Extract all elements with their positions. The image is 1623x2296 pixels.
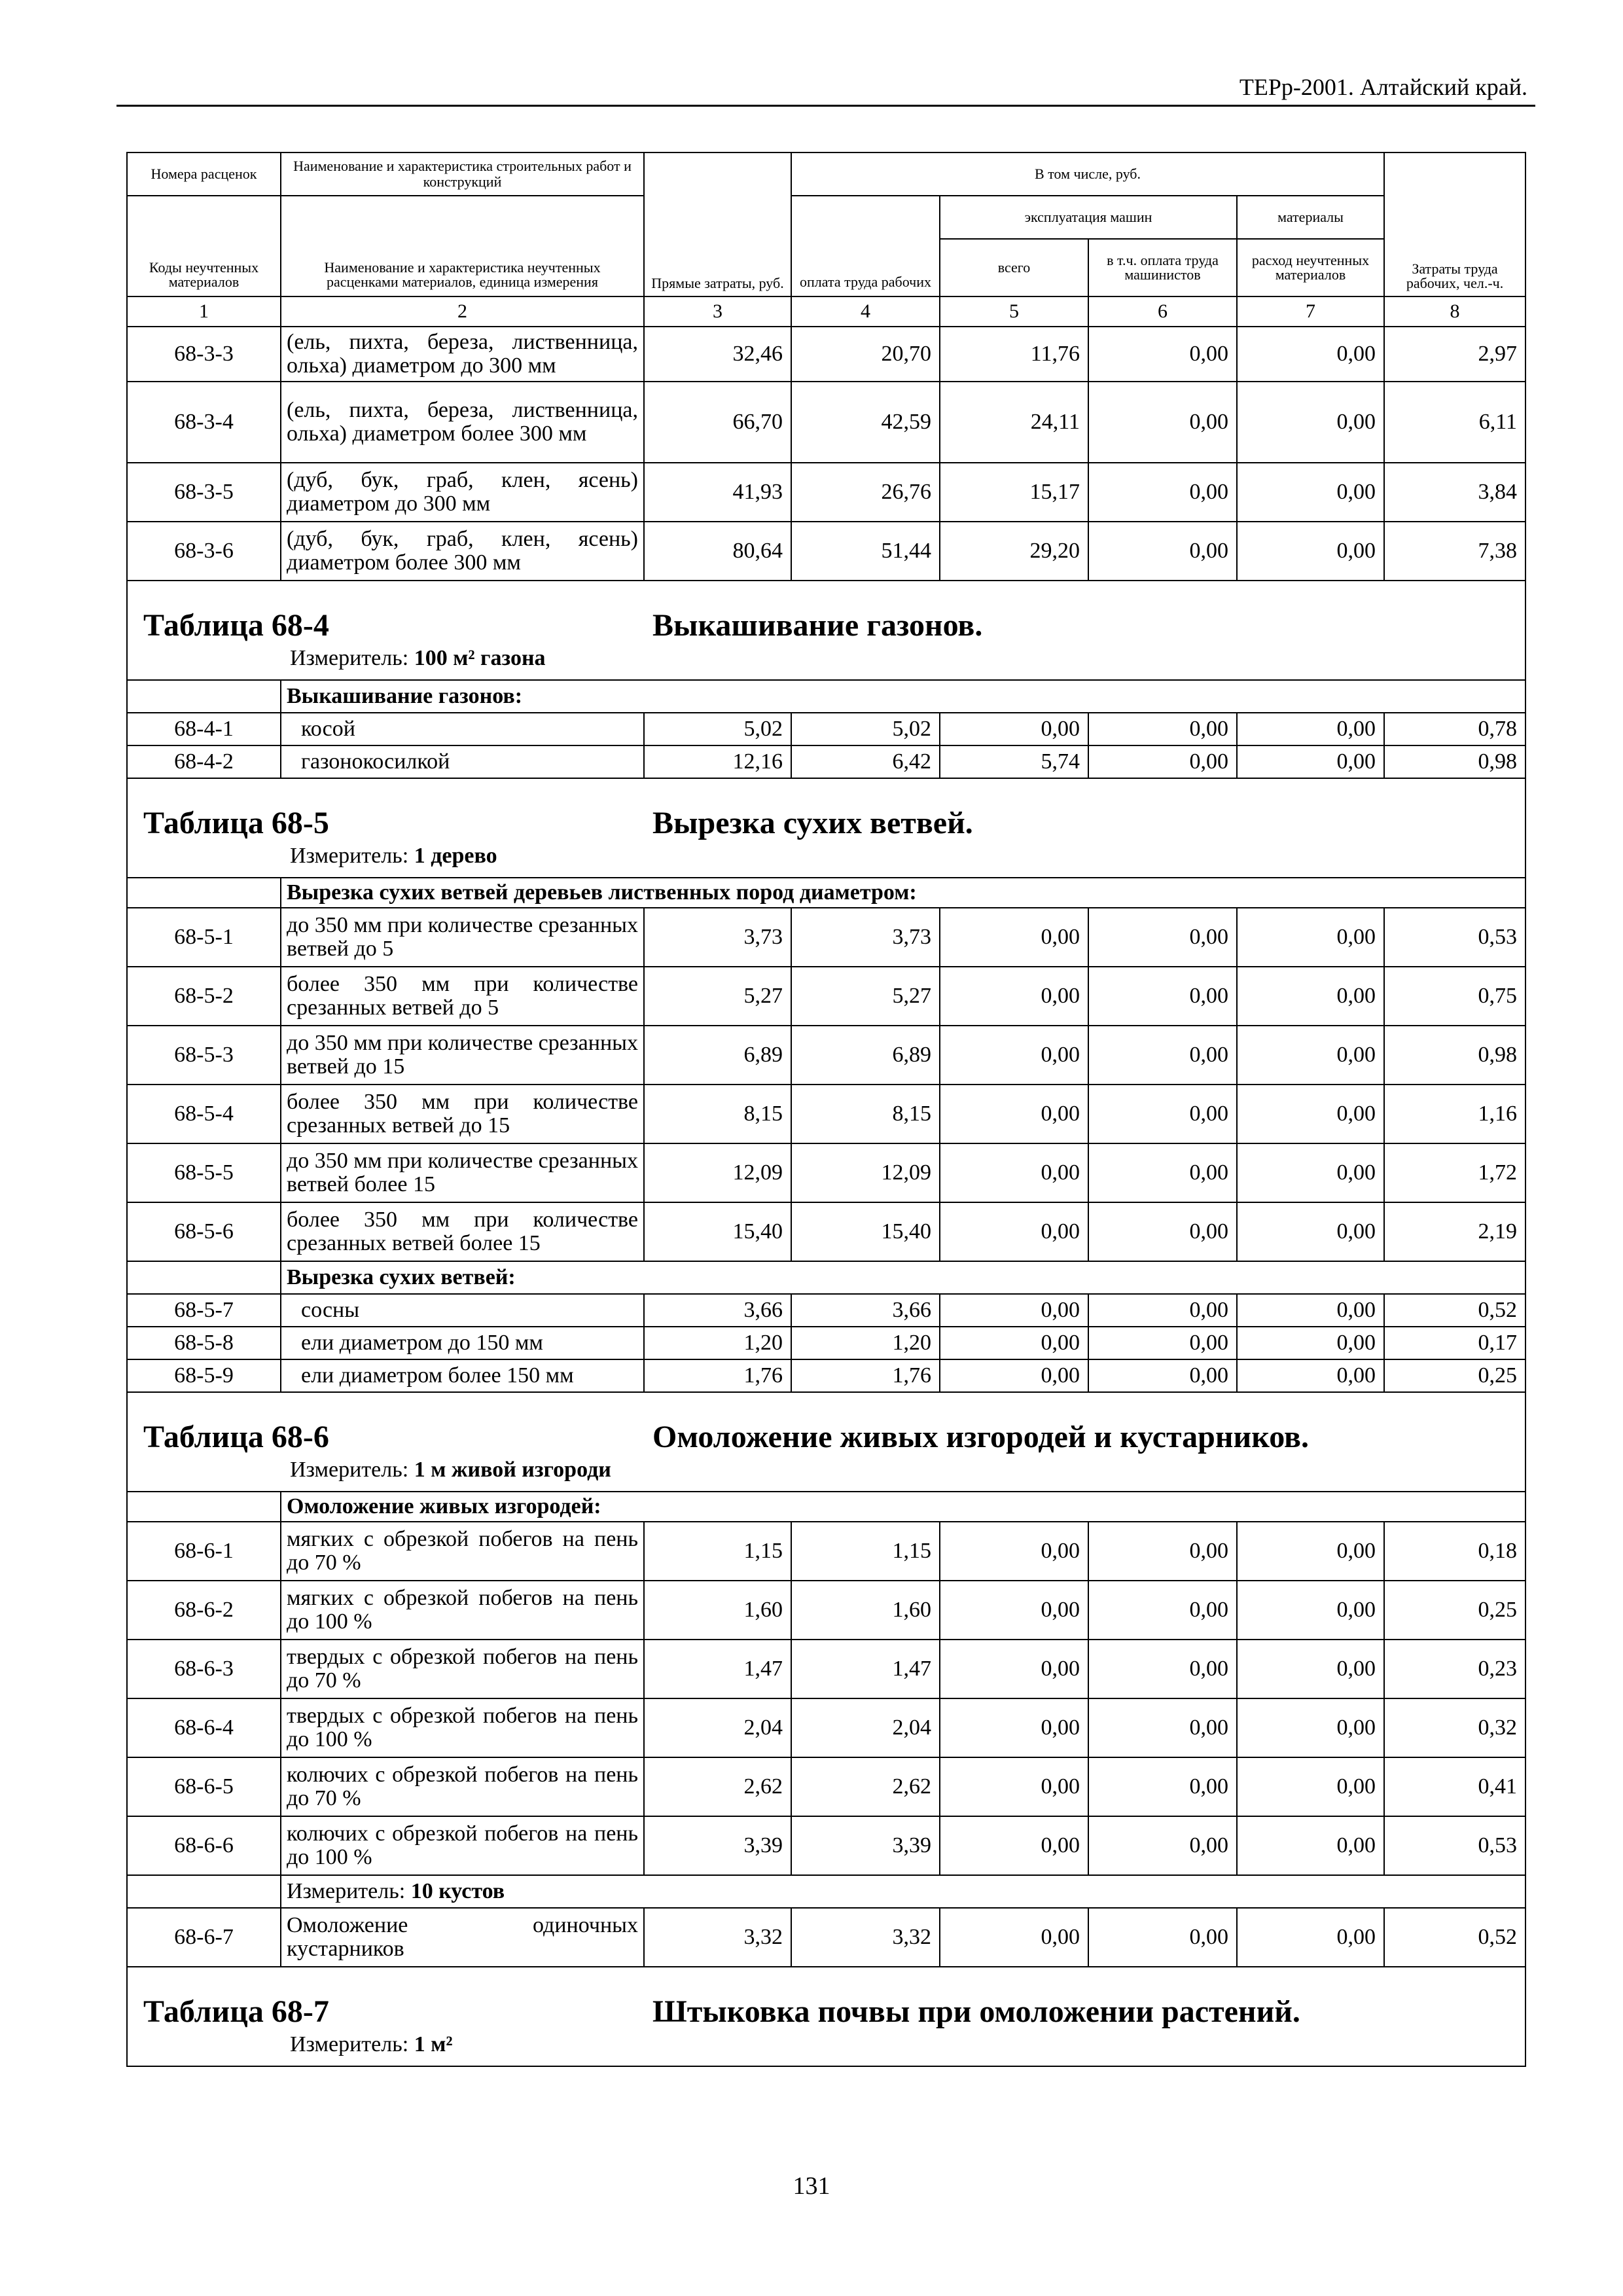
measure-value: 10 кустов: [410, 1879, 505, 1903]
rate-code: 68-3-5: [127, 463, 281, 522]
col-machines: эксплуатация машин: [940, 196, 1237, 239]
labor-costs-value: 0,32: [1384, 1698, 1525, 1757]
rate-code: 68-5-1: [127, 908, 281, 967]
measure-line: [290, 647, 546, 670]
materials-value: 0,00: [1237, 382, 1384, 463]
section-68-5-header: [127, 778, 1525, 878]
machinist-pay-value: 0,00: [1088, 463, 1237, 522]
rate-code: 68-4-1: [127, 713, 281, 745]
materials-value: 0,00: [1237, 1143, 1384, 1202]
labor-costs-value: 0,23: [1384, 1640, 1525, 1698]
labor-costs-value: 1,16: [1384, 1085, 1525, 1143]
labor-pay-value: 2,62: [791, 1757, 940, 1816]
machinist-pay-value: 0,00: [1088, 908, 1237, 967]
rate-code: 68-5-8: [127, 1327, 281, 1359]
section-68-6-header: [127, 1392, 1525, 1492]
col-materials: материалы: [1237, 196, 1384, 239]
materials-value: 0,00: [1237, 908, 1384, 967]
col-number: 8: [1384, 296, 1525, 327]
direct-costs-value: 12,09: [644, 1143, 791, 1202]
machinist-pay-value: 0,00: [1088, 1359, 1237, 1392]
col-machinist-pay: в т.ч. оплата труда машинистов: [1088, 239, 1237, 296]
labor-costs-value: 2,97: [1384, 327, 1525, 382]
machines-total-value: 0,00: [940, 1522, 1088, 1581]
direct-costs-value: 1,76: [644, 1359, 791, 1392]
machines-total-value: 0,00: [940, 1202, 1088, 1261]
labor-costs-value: 0,25: [1384, 1359, 1525, 1392]
machinist-pay-value: 0,00: [1088, 1202, 1237, 1261]
group-title: Вырезка сухих ветвей:: [281, 1261, 1525, 1294]
rate-description: колючих с обрезкой побегов на пень до 100 %: [281, 1816, 644, 1875]
measure-label: Измеритель:: [287, 1879, 406, 1903]
direct-costs-value: 66,70: [644, 382, 791, 463]
direct-costs-value: 12,16: [644, 745, 791, 778]
machines-total-value: 0,00: [940, 1359, 1088, 1392]
direct-costs-value: 3,32: [644, 1908, 791, 1967]
col-labor-pay: оплата труда рабочих: [791, 196, 940, 296]
rate-code: 68-5-5: [127, 1143, 281, 1202]
table-row: [127, 1026, 1525, 1085]
group-row: [127, 878, 1525, 908]
table-row: [127, 1640, 1525, 1698]
rate-code: 68-5-9: [127, 1359, 281, 1392]
group-title: Вырезка сухих ветвей деревьев лиственных пород диаметром:: [281, 878, 1525, 908]
labor-pay-value: 3,39: [791, 1816, 940, 1875]
table-row: [127, 522, 1525, 581]
labor-pay-value: 1,76: [791, 1359, 940, 1392]
rate-description: косой: [281, 713, 644, 745]
materials-value: 0,00: [1237, 967, 1384, 1026]
machines-total-value: 0,00: [940, 1908, 1088, 1967]
materials-value: 0,00: [1237, 522, 1384, 581]
rate-code: 68-3-6: [127, 522, 281, 581]
labor-pay-value: 42,59: [791, 382, 940, 463]
col-number: 7: [1237, 296, 1384, 327]
group-title: Выкашивание газонов:: [281, 680, 1525, 713]
direct-costs-value: 3,73: [644, 908, 791, 967]
machines-total-value: 0,00: [940, 1816, 1088, 1875]
materials-value: 0,00: [1237, 1757, 1384, 1816]
labor-costs-value: 0,52: [1384, 1908, 1525, 1967]
machinist-pay-value: 0,00: [1088, 382, 1237, 463]
labor-pay-value: 51,44: [791, 522, 940, 581]
section-title: Омоложение живых изгородей и кустарников.: [652, 1420, 1309, 1454]
col-number: 5: [940, 296, 1088, 327]
table-row: [127, 1522, 1525, 1581]
table-row: [127, 1698, 1525, 1757]
machinist-pay-value: 0,00: [1088, 1026, 1237, 1085]
machinist-pay-value: 0,00: [1088, 1294, 1237, 1327]
section-title: Штыковка почвы при омоложении растений.: [652, 1994, 1300, 2029]
labor-costs-value: 7,38: [1384, 522, 1525, 581]
labor-pay-value: 15,40: [791, 1202, 940, 1261]
rate-description: ели диаметром до 150 мм: [281, 1327, 644, 1359]
group-row: [127, 680, 1525, 713]
machinist-pay-value: 0,00: [1088, 967, 1237, 1026]
materials-value: 0,00: [1237, 745, 1384, 778]
measure-line: [290, 844, 497, 868]
labor-pay-value: 1,47: [791, 1640, 940, 1698]
machines-total-value: 0,00: [940, 1698, 1088, 1757]
rate-description: твердых с обрезкой побегов на пень до 100 %: [281, 1698, 644, 1757]
labor-pay-value: 3,32: [791, 1908, 940, 1967]
machinist-pay-value: 0,00: [1088, 1908, 1237, 1967]
materials-value: 0,00: [1237, 1359, 1384, 1392]
rate-code: 68-5-6: [127, 1202, 281, 1261]
machines-total-value: 24,11: [940, 382, 1088, 463]
group-row: [127, 1492, 1525, 1522]
rate-description: колючих с обрезкой побегов на пень до 70 %: [281, 1757, 644, 1816]
labor-pay-value: 26,76: [791, 463, 940, 522]
machines-total-value: 15,17: [940, 463, 1088, 522]
machines-total-value: 0,00: [940, 1327, 1088, 1359]
machines-total-value: 0,00: [940, 1581, 1088, 1640]
machines-total-value: 0,00: [940, 967, 1088, 1026]
col-codes: Коды неучтенных материалов: [127, 196, 281, 296]
rate-code: 68-5-7: [127, 1294, 281, 1327]
machines-total-value: 11,76: [940, 327, 1088, 382]
machines-total-value: 0,00: [940, 713, 1088, 745]
col-number: 1: [127, 296, 281, 327]
section-title: Вырезка сухих ветвей.: [652, 806, 973, 840]
measure-row: [127, 1875, 1525, 1908]
labor-pay-value: 2,04: [791, 1698, 940, 1757]
labor-costs-value: 2,19: [1384, 1202, 1525, 1261]
rate-code: 68-5-3: [127, 1026, 281, 1085]
direct-costs-value: 80,64: [644, 522, 791, 581]
materials-value: 0,00: [1237, 327, 1384, 382]
table-row: [127, 1327, 1525, 1359]
machines-total-value: 0,00: [940, 908, 1088, 967]
direct-costs-value: 3,39: [644, 1816, 791, 1875]
machines-total-value: 0,00: [940, 1026, 1088, 1085]
rate-code: 68-6-5: [127, 1757, 281, 1816]
labor-costs-value: 0,52: [1384, 1294, 1525, 1327]
materials-value: 0,00: [1237, 1816, 1384, 1875]
machines-total-value: 0,00: [940, 1143, 1088, 1202]
measure-value: 100 м² газона: [414, 646, 546, 670]
rate-description: мягких с обрезкой побегов на пень до 70 %: [281, 1522, 644, 1581]
running-header: [116, 72, 1535, 107]
machines-total-value: 0,00: [940, 1294, 1088, 1327]
col-materials-name: Наименование и характеристика неучтенных расценками материалов, единица измерения: [281, 196, 644, 296]
rate-code: 68-6-7: [127, 1908, 281, 1967]
direct-costs-value: 5,02: [644, 713, 791, 745]
measure-label: Измеритель:: [290, 844, 409, 868]
table-row: [127, 908, 1525, 967]
rate-description: (дуб, бук, граб, клен, ясень) диаметром до 300 мм: [281, 463, 644, 522]
materials-value: 0,00: [1237, 1698, 1384, 1757]
table-row: [127, 1202, 1525, 1261]
labor-costs-value: 0,41: [1384, 1757, 1525, 1816]
section-label: Таблица 68-6: [143, 1420, 329, 1454]
rate-description: (ель, пихта, береза, лиственница, ольха) диаметром до 300 мм: [281, 327, 644, 382]
labor-costs-value: 0,18: [1384, 1522, 1525, 1581]
col-number: 2: [281, 296, 644, 327]
table-row: [127, 327, 1525, 382]
measure-label: Измеритель:: [290, 646, 409, 670]
machines-total-value: 0,00: [940, 1640, 1088, 1698]
direct-costs-value: 1,47: [644, 1640, 791, 1698]
page-number: 131: [793, 2172, 830, 2200]
table-row: [127, 1294, 1525, 1327]
rate-code: 68-3-3: [127, 327, 281, 382]
materials-value: 0,00: [1237, 1202, 1384, 1261]
materials-value: 0,00: [1237, 1581, 1384, 1640]
labor-pay-value: 20,70: [791, 327, 940, 382]
col-direct-costs: Прямые затраты, руб.: [644, 152, 791, 296]
direct-costs-value: 32,46: [644, 327, 791, 382]
direct-costs-value: 6,89: [644, 1026, 791, 1085]
machinist-pay-value: 0,00: [1088, 1698, 1237, 1757]
section-68-4-header: [127, 581, 1525, 680]
rate-code: 68-6-3: [127, 1640, 281, 1698]
labor-pay-value: 3,66: [791, 1294, 940, 1327]
labor-costs-value: 6,11: [1384, 382, 1525, 463]
materials-value: 0,00: [1237, 713, 1384, 745]
machinist-pay-value: 0,00: [1088, 713, 1237, 745]
machines-total-value: 0,00: [940, 1757, 1088, 1816]
col-total: всего: [940, 239, 1088, 296]
machinist-pay-value: 0,00: [1088, 522, 1237, 581]
group-row: [127, 1261, 1525, 1294]
materials-value: 0,00: [1237, 1085, 1384, 1143]
section-label: Таблица 68-4: [143, 608, 329, 643]
section-title: Выкашивание газонов.: [652, 608, 983, 643]
table-row: [127, 967, 1525, 1026]
materials-value: 0,00: [1237, 1640, 1384, 1698]
rate-description: более 350 мм при количестве срезанных ветвей до 5: [281, 967, 644, 1026]
running-header-title: ТЕРр-2001. Алтайский край.: [1239, 74, 1527, 100]
table-row: [127, 1085, 1525, 1143]
labor-pay-value: 12,09: [791, 1143, 940, 1202]
measure-line: [281, 1875, 1525, 1908]
rate-description: до 350 мм при количестве срезанных ветвей более 15: [281, 1143, 644, 1202]
col-number: 3: [644, 296, 791, 327]
machinist-pay-value: 0,00: [1088, 327, 1237, 382]
direct-costs-value: 41,93: [644, 463, 791, 522]
col-work-name: Наименование и характеристика строительных работ и конструкций: [281, 152, 644, 196]
rate-code: 68-6-6: [127, 1816, 281, 1875]
rate-description: до 350 мм при количестве срезанных ветвей до 15: [281, 1026, 644, 1085]
machinist-pay-value: 0,00: [1088, 1085, 1237, 1143]
machinist-pay-value: 0,00: [1088, 1143, 1237, 1202]
table-row: [127, 1816, 1525, 1875]
rates-table: [126, 152, 1526, 2067]
labor-costs-value: 0,75: [1384, 967, 1525, 1026]
machinist-pay-value: 0,00: [1088, 1640, 1237, 1698]
materials-value: 0,00: [1237, 1294, 1384, 1327]
rate-description: Омоложение одиночных кустарников: [281, 1908, 644, 1967]
col-number: 4: [791, 296, 940, 327]
labor-pay-value: 5,27: [791, 967, 940, 1026]
direct-costs-value: 1,60: [644, 1581, 791, 1640]
measure-line: [290, 2033, 453, 2056]
machinist-pay-value: 0,00: [1088, 1816, 1237, 1875]
materials-value: 0,00: [1237, 1327, 1384, 1359]
col-number: 6: [1088, 296, 1237, 327]
measure-value: 1 дерево: [414, 844, 497, 868]
machinist-pay-value: 0,00: [1088, 745, 1237, 778]
labor-pay-value: 1,60: [791, 1581, 940, 1640]
direct-costs-value: 1,15: [644, 1522, 791, 1581]
measure-value: 1 м живой изгороди: [414, 1458, 611, 1482]
labor-costs-value: 0,98: [1384, 1026, 1525, 1085]
col-including: В том числе, руб.: [791, 152, 1384, 196]
materials-value: 0,00: [1237, 1026, 1384, 1085]
col-rate-numbers: Номера расценок: [127, 152, 281, 196]
direct-costs-value: 3,66: [644, 1294, 791, 1327]
materials-value: 0,00: [1237, 1908, 1384, 1967]
labor-costs-value: 3,84: [1384, 463, 1525, 522]
section-label: Таблица 68-5: [143, 806, 329, 840]
direct-costs-value: 2,62: [644, 1757, 791, 1816]
labor-costs-value: 1,72: [1384, 1143, 1525, 1202]
rate-code: 68-6-1: [127, 1522, 281, 1581]
labor-pay-value: 8,15: [791, 1085, 940, 1143]
machines-total-value: 5,74: [940, 745, 1088, 778]
labor-costs-value: 0,25: [1384, 1581, 1525, 1640]
measure-label: Измеритель:: [290, 1458, 409, 1482]
table-row: [127, 1581, 1525, 1640]
rate-description: (дуб, бук, граб, клен, ясень) диаметром более 300 мм: [281, 522, 644, 581]
col-labor-costs: Затраты труда рабочих, чел.-ч.: [1384, 152, 1525, 296]
rate-code: 68-6-2: [127, 1581, 281, 1640]
rate-description: мягких с обрезкой побегов на пень до 100 %: [281, 1581, 644, 1640]
labor-pay-value: 5,02: [791, 713, 940, 745]
rate-code: 68-5-2: [127, 967, 281, 1026]
machinist-pay-value: 0,00: [1088, 1522, 1237, 1581]
direct-costs-value: 2,04: [644, 1698, 791, 1757]
measure-label: Измеритель:: [290, 2032, 409, 2056]
labor-costs-value: 0,98: [1384, 745, 1525, 778]
measure-line: [290, 1458, 611, 1482]
labor-costs-value: 0,53: [1384, 1816, 1525, 1875]
labor-pay-value: 1,20: [791, 1327, 940, 1359]
table-row: [127, 1757, 1525, 1816]
machinist-pay-value: 0,00: [1088, 1327, 1237, 1359]
rate-description: (ель, пихта, береза, лиственница, ольха) диаметром более 300 мм: [281, 382, 644, 463]
rate-description: более 350 мм при количестве срезанных ветвей более 15: [281, 1202, 644, 1261]
materials-value: 0,00: [1237, 463, 1384, 522]
section-68-7-header: [127, 1967, 1525, 2066]
group-title: Омоложение живых изгородей:: [281, 1492, 1525, 1522]
col-materials-expense: расход неучтенных материалов: [1237, 239, 1384, 296]
direct-costs-value: 8,15: [644, 1085, 791, 1143]
section-label: Таблица 68-7: [143, 1994, 329, 2029]
labor-pay-value: 1,15: [791, 1522, 940, 1581]
rate-description: газонокосилкой: [281, 745, 644, 778]
rate-code: 68-4-2: [127, 745, 281, 778]
table-row: [127, 1143, 1525, 1202]
rate-description: ели диаметром более 150 мм: [281, 1359, 644, 1392]
measure-value: 1 м²: [414, 2032, 453, 2056]
labor-pay-value: 3,73: [791, 908, 940, 967]
rate-description: твердых с обрезкой побегов на пень до 70 %: [281, 1640, 644, 1698]
machines-total-value: 29,20: [940, 522, 1088, 581]
rate-code: 68-5-4: [127, 1085, 281, 1143]
table-row: [127, 1359, 1525, 1392]
table-row: [127, 1908, 1525, 1967]
table-row: [127, 745, 1525, 778]
machinist-pay-value: 0,00: [1088, 1581, 1237, 1640]
table-header: [127, 152, 1525, 327]
materials-value: 0,00: [1237, 1522, 1384, 1581]
direct-costs-value: 1,20: [644, 1327, 791, 1359]
direct-costs-value: 15,40: [644, 1202, 791, 1261]
direct-costs-value: 5,27: [644, 967, 791, 1026]
labor-costs-value: 0,53: [1384, 908, 1525, 967]
table-row: [127, 713, 1525, 745]
rate-code: 68-3-4: [127, 382, 281, 463]
labor-costs-value: 0,78: [1384, 713, 1525, 745]
rate-description: до 350 мм при количестве срезанных ветвей до 5: [281, 908, 644, 967]
table-row: [127, 382, 1525, 463]
rate-description: более 350 мм при количестве срезанных ветвей до 15: [281, 1085, 644, 1143]
rate-description: сосны: [281, 1294, 644, 1327]
machines-total-value: 0,00: [940, 1085, 1088, 1143]
table-row: [127, 463, 1525, 522]
labor-pay-value: 6,89: [791, 1026, 940, 1085]
labor-costs-value: 0,17: [1384, 1327, 1525, 1359]
rate-code: 68-6-4: [127, 1698, 281, 1757]
labor-pay-value: 6,42: [791, 745, 940, 778]
machinist-pay-value: 0,00: [1088, 1757, 1237, 1816]
